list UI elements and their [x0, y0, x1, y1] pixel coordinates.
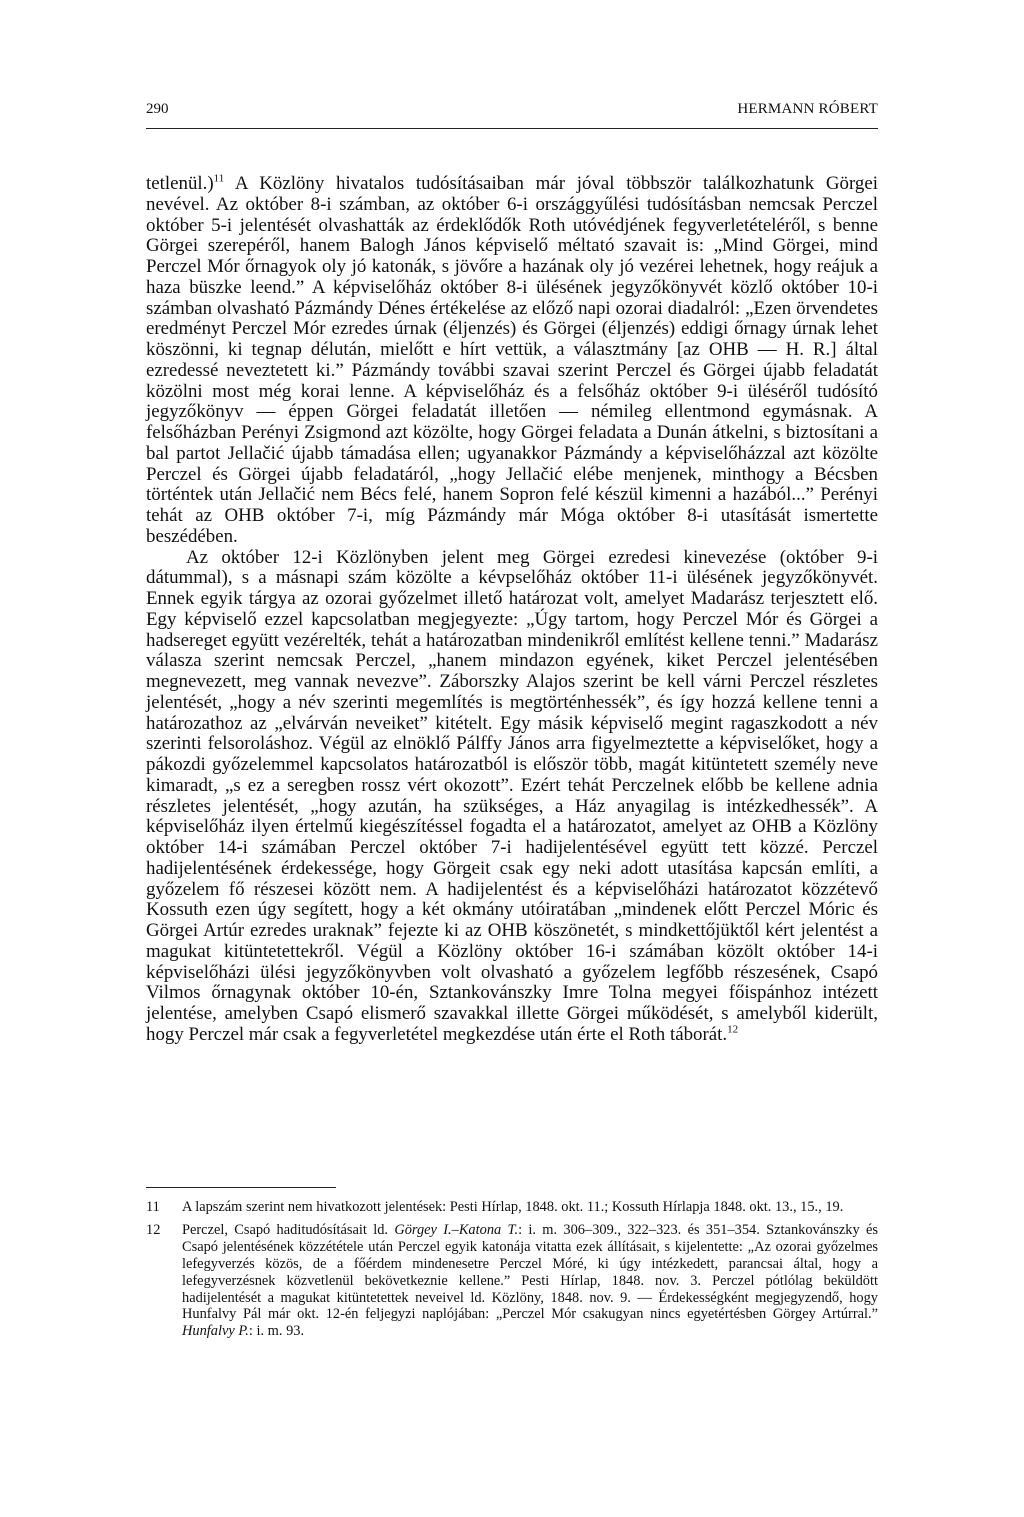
paragraph-2-text: Az október 12-i Közlönyben jelent meg Görgei ezredesi kinevezése (október 9-i dátummal), s a másnapi szám közölte a kévpselőház október 11-i ülésének jegyzőkönyvét. Ennek egyik tárgya az ozorai győzelmet illető határozat volt, amelyet Madarász terjesztett elő. Egy képviselő ezzel kapcsolatban megjegyezte: „Úgy tartom, hogy Perczel Mór és Görgei a hadsereget együtt vezérelték, tehát a határozatban mindenikről említést kellene tenni.” Madarász válasza szerint nemcsak Perczel, „hanem mindazon egyének, kiket Perczel jelentésében megnevezett, meg vannak nevezve”. Záborszky Alajos szerint be kell várni Perczel részletes jelentését, „hogy a név szerinti megemlítés is megtörténhessék”, és így hozzá kellene tenni a határozathoz az „elvárván neveiket” kitételt. Egy másik képviselő megint ragaszkodott a név szerinti felsoroláshoz. Végül az elnöklő Pálffy János arra figyelmeztette a képviselőket, hogy a pákozdi győzelemmel kapcsolatos határozatból is először több, magát kitüntetett személy neve kimaradt, „s ez a seregben rossz vért okozott”. Ezért tehát Perczelnek előbb be kellene adnia részletes jelentését, „hogy azután, ha szükséges, a Ház anyagilag is intézkedhessék”. A képviselőház ilyen értelmű kiegészítéssel fogadta el a határozatot, amelyet az OHB a Közlöny október 14-i számában Perczel október 7-i hadijelentésével együtt tett közzé. Perczel hadijelentésének érdekessége, hogy Görgeit csak egy neki adott utasítása kapcsán említi, a győzelem fő részesei között nem. A hadijelentést és a képviselőházi határozatot közzétevő Kossuth ezen úgy segített, hogy a két okmány utóiratában „mindenek előtt Perczel Móric és Görgei Artúr ezredes uraknak” fejezte ki az OHB köszönetét, s mindkettőjüktől kért jelentést a magukat kitüntetettekről. Végül a Közlöny október 16-i számában közölt október 14-i képviselőházi ülési jegyzőkönyvben volt olvasható a győzelem legfőbb részesének, Csapó Vilmos őrnagynak október 10-én, Sztankovánszky Imre Tolna megyei főispánhoz intézett jelentése, amelyben Csapó elismerő szavakkal illette Görgei működését, s amelyből kiderült, hogy Perczel már csak a fegyverletétel megkezdése után érte el Roth táborát. [146, 546, 878, 1045]
footnote-ref-12[interactable]: 12 [727, 1023, 739, 1036]
footnote-text-part: : i. m. 93. [248, 1323, 305, 1340]
header-rule [146, 128, 878, 129]
citation-author: Görgey I.–Katona T. [394, 1221, 519, 1238]
footnotes [146, 1199, 878, 1346]
paragraph-1-start: tetlenül.) [146, 173, 214, 194]
paragraph-2 [146, 548, 878, 1046]
footnote-text [182, 1222, 878, 1339]
footnote-ref-11[interactable]: 11 [213, 172, 225, 185]
footnote-number: 12 [146, 1221, 161, 1238]
citation-author: Hunfalvy P. [182, 1323, 249, 1340]
footnote-12 [146, 1222, 878, 1340]
running-header [146, 101, 878, 123]
body-text [146, 174, 878, 1046]
footnote-text-part: : i. m. 306–309., 322–323. és 351–354. Sztankovánszky és Csapó jelentésének közzététele után Perczel egyik katonája vitatta ezek állításait, s kijelentette: „Az ozorai győzelmes lefegyverzés közös, de a főérdem mindenesetre Perczel Móré, ki úgy intézkedett, parancsai által, hogy a lefegyverzésnek közvetlenül bekövetkeznie kellene.” Pesti Hírlap, 1848. nov. 3. Perczel pótlólag beküldött hadijelentését a magukat kitüntetettek neveivel ld. Közlöny, 1848. nov. 9. — Érdekességként megjegyzendő, hogy Hunfalvy Pál már okt. 12-én feljegyzi naplójában: „Perczel Mór csakugyan nincs egyetértésben Görgey Artúrral.” [182, 1221, 878, 1323]
paragraph-1 [146, 174, 878, 548]
footnote-text-part: Perczel, Csapó haditudósításait ld. [182, 1221, 395, 1238]
running-author: HERMANN RÓBERT [737, 101, 878, 117]
page-number: 290 [146, 101, 169, 117]
footnote-11 [146, 1199, 878, 1216]
footnote-number: 11 [146, 1199, 160, 1215]
footnote-text: A lapszám szerint nem hivatkozott jelentések: Pesti Hírlap, 1848. okt. 11.; Kossuth Hírlapja 1848. okt. 13., 15., 19. [182, 1199, 844, 1215]
paragraph-1-text: A Közlöny hivatalos tudósításaiban már jóval többször találkozhatunk Görgei nevével. Az október 8-i számban, az október 6-i országgyűlési tudósításban nemcsak Perczel október 5-i jelentését olvashatták az érdeklődők Roth utóvédjének fegyverletételéről, s benne Görgei szerepéről, hanem Balogh János képviselő méltató szavait is: „Mind Görgei, mind Perczel Mór őrnagyok oly jó katonák, s jövőre a hazának oly jó vezérei lehetnek, hogy reájuk a haza büszke leend.” A képviselőház október 8-i ülésének jegyzőkönyvét közlő október 10-i számban olvasható Pázmándy Dénes értékelése az előző napi ozorai diadalról: „Ezen örvendetes eredményt Perczel Mór ezredes úrnak (éljenzés) és Görgei (éljenzés) eddigi őrnagy úrnak lehet köszönni, ki tegnap délután, mielőtt e hírt vettük, a választmány [az OHB — H. R.] által ezredessé neveztetett ki.” Pázmándy további szavai szerint Perczel és Görgei újabb feladatát közölni most még korai lenne. A képviselőház és a felsőház október 9-i üléséről tudósító jegyzőkönyv — éppen Görgei feladatát illetően — némileg ellentmond egymásnak. A felsőházban Perényi Zsigmond azt közölte, hogy Görgei feladata a Dunán átkelni, s biztosítani a bal partot Jellačić újabb támadása ellen; ugyanakkor Pázmándy a képviselőházzal azt közölte Perczel és Görgei újabb feladatáról, „hogy Jellačić elébe menjenek, minthogy a Bécsben történtek után Jellačić nem Bécs felé, hanem Sopron felé készül kimenni a hazából...” Perényi tehát az OHB október 7-i, míg Pázmándy már Móga október 8-i utasítását ismertette beszédében. [146, 173, 878, 547]
footnote-rule [146, 1187, 336, 1188]
